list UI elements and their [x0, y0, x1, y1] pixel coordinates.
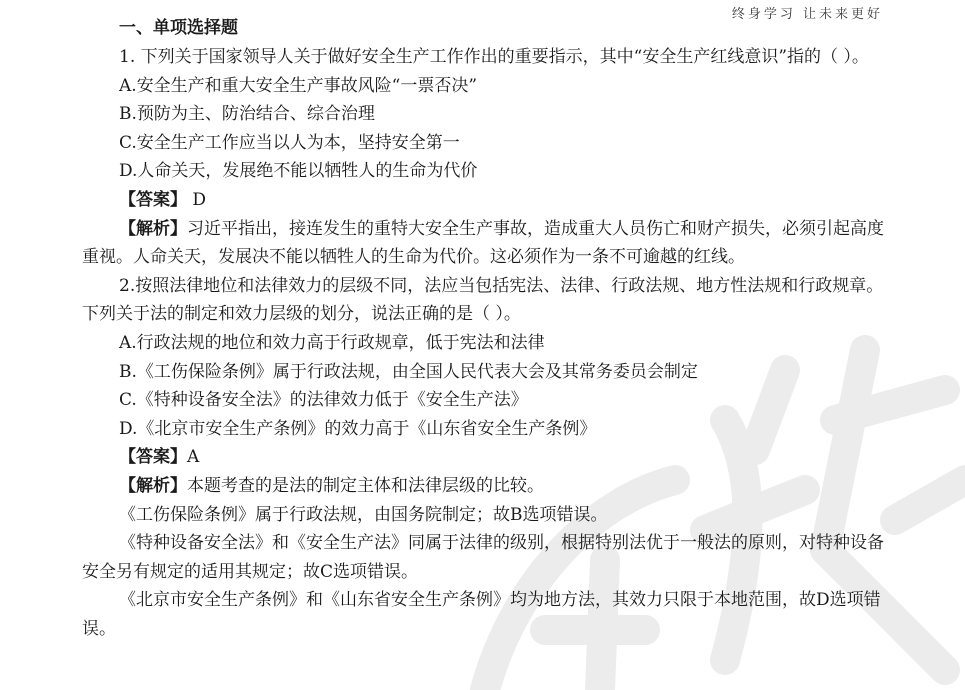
analysis-text: 习近平指出，接连发生的重特大安全生产事故，造成重大人员伤亡和财产损失，必须引起高度重视。人命关天，发展决不能以牺牲人的生命为代价。这必须作为一条不可逾越的红线。	[82, 218, 884, 268]
answer-value: D	[187, 189, 207, 210]
option-d: D.人命关天，发展绝不能以牺牲人的生命为代价	[119, 161, 478, 182]
option-c: C.安全生产工作应当以人为本，坚持安全第一	[119, 132, 460, 153]
question-2	[82, 272, 890, 644]
analysis-paragraph	[82, 215, 890, 272]
option-b: B.预防为主、防治结合、综合治理	[119, 104, 375, 125]
question-1	[82, 43, 890, 272]
analysis-label: 【解析】	[119, 218, 187, 239]
answer-line	[82, 186, 890, 215]
answer-label: 【答案】	[119, 189, 187, 210]
analysis-paragraph	[82, 472, 890, 501]
header-slogan: 终身学习 让未来更好	[731, 7, 883, 22]
analysis-paragraph: 《特种设备安全法》和《安全生产法》同属于法律的级别，根据特别法优于一般法的原则，对特种设备安全另有规定的适用其规定；故C选项错误。	[82, 533, 884, 582]
option-a: A.行政法规的地位和效力高于行政规章，低于宪法和法律	[119, 332, 545, 353]
option-b: B.《工伤保险条例》属于行政法规，由全国人民代表大会及其常务委员会制定	[119, 361, 698, 382]
option-a: A.安全生产和重大安全生产事故风险“一票否决”	[119, 75, 478, 96]
option-d: D.《北京市安全生产条例》的效力高于《山东省安全生产条例》	[119, 418, 597, 439]
analysis-label: 【解析】	[119, 475, 187, 496]
analysis-paragraph: 《工伤保险条例》属于行政法规，由国务院制定；故B选项错误。	[119, 504, 608, 525]
answer-value: A	[187, 447, 200, 468]
analysis-paragraph: 《北京市安全生产条例》和《山东省安全生产条例》均为地方法，其效力只限于本地范围，故D选项错误。	[82, 590, 881, 639]
answer-line	[82, 443, 890, 472]
document-body	[82, 14, 890, 643]
answer-label: 【答案】	[119, 447, 187, 468]
analysis-text: 本题考查的是法的制定主体和法律层级的比较。	[187, 475, 544, 496]
question-stem: 1. 下列关于国家领导人关于做好安全生产工作作出的重要指示，其中“安全生产红线意识”指的（ ）。	[119, 47, 869, 67]
section-title: 一、单项选择题	[119, 18, 238, 38]
option-c: C.《特种设备安全法》的法律效力低于《安全生产法》	[119, 390, 528, 411]
question-stem: 2.按照法律地位和法律效力的层级不同，法应当包括宪法、法律、行政法规、地方性法规和行政规章。下列关于法的制定和效力层级的划分，说法正确的是（ ）。	[82, 275, 884, 325]
